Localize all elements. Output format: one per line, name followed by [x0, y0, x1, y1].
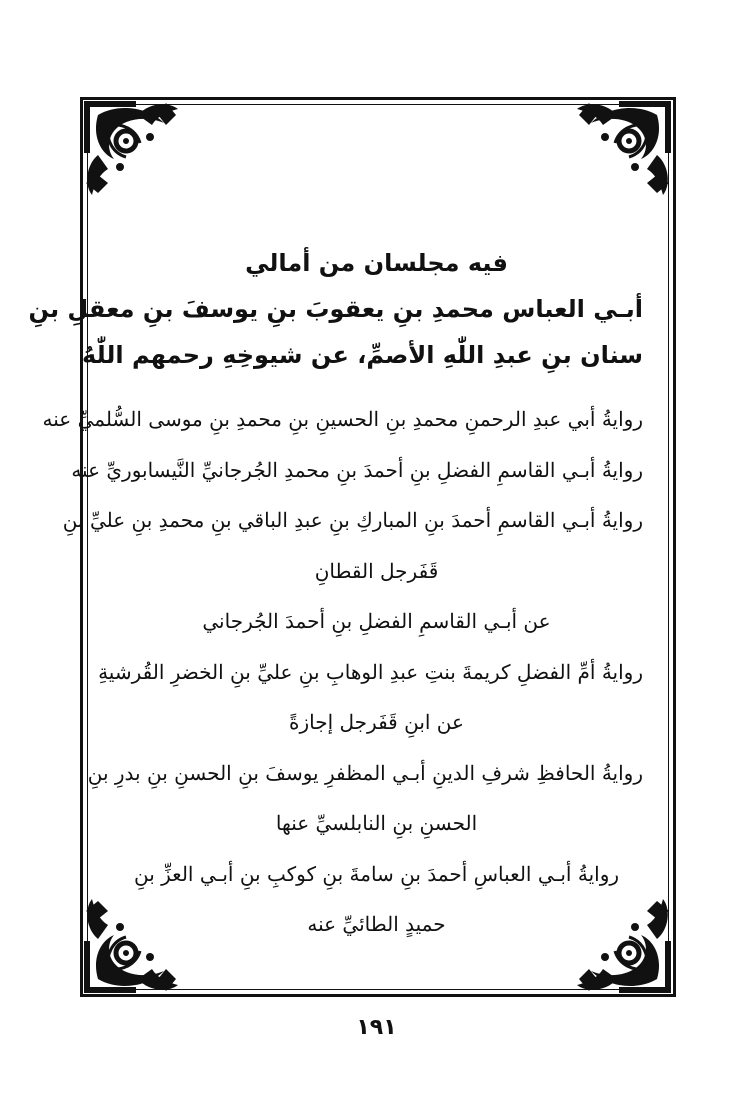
narration-line: روايةُ أبـي القاسمِ الفضلِ بنِ أحمدَ بنِ محمدِ الجُرجانيِّ النَّيسابوريِّ عنه: [71, 457, 643, 482]
narration-line: عن ابنِ قَفَرجل إجازةً: [289, 710, 464, 734]
narration-line: روايةُ أبـي العباسِ أحمدَ بنِ سامةَ بنِ كوكبِ بنِ أبـي العزِّ بنِ: [133, 861, 620, 886]
narration-line: حميدٍ الطائيِّ عنه: [307, 912, 446, 936]
heading-line-1: فيه مجلسان من أمالي: [245, 249, 508, 277]
corner-ornament-top-left: [78, 95, 188, 205]
page-number: ١٩١: [356, 1015, 397, 1040]
narration-line: روايةُ أمِّ الفضلِ كريمةَ بنتِ عبدِ الوهابِ بنِ عليِّ بنِ الخضرِ القُرشيةِ: [98, 659, 643, 684]
corner-ornament-top-right: [567, 95, 677, 205]
narration-line: الحسنِ بنِ النابلسيِّ عنها: [275, 811, 478, 835]
narration-chain: [42, 394, 643, 950]
floral-ornament-icon: [78, 95, 188, 205]
heading-line-2: أبـي العباس محمدِ بنِ يعقوبَ بنِ يوسفَ بنِ معقلِ بنِ: [28, 295, 643, 323]
heading-line-3: سنان بنِ عبدِ اللّٰهِ الأصمِّ، عن شيوخِهِ رحمهم اللّٰهُ: [82, 341, 643, 369]
floral-ornament-icon: [567, 95, 677, 205]
narration-line: قَفَرجل القطانِ: [314, 558, 439, 583]
narration-line: روايةُ أبي عبدِ الرحمنِ محمدِ بنِ الحسينِ بنِ محمدِ بنِ موسى السُّلميِّ عنه: [42, 407, 643, 431]
narration-line: عن أبـي القاسمِ الفضلِ بنِ أحمدَ الجُرجاني: [202, 609, 551, 633]
narration-line: روايةُ أبـي القاسمِ أحمدَ بنِ المباركِ بنِ عبدِ الباقي بنِ محمدِ بنِ عليِّ بنِ: [62, 508, 643, 532]
narration-line: روايةُ الحافظِ شرفِ الدينِ أبـي المظفرِ يوسفَ بنِ الحسنِ بنِ بدرِ بنِ: [87, 760, 643, 785]
page-content: [28, 240, 643, 950]
